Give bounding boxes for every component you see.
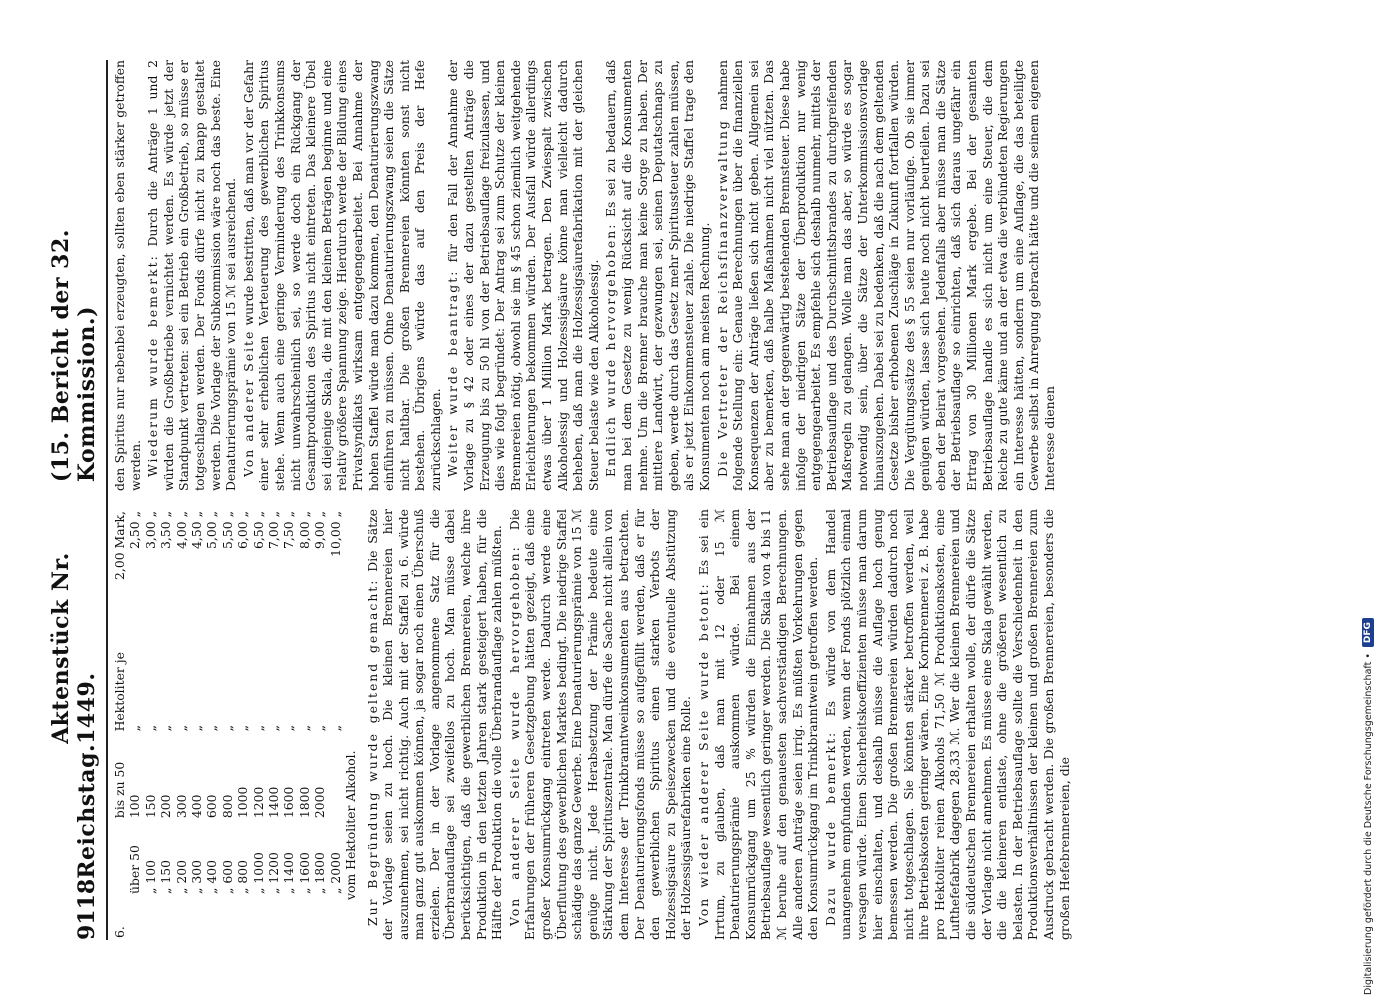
rate-from: über 50 (127, 845, 143, 894)
rate-amount: 7,00 „ (266, 511, 282, 549)
rate-unit: „ (173, 725, 189, 732)
paragraph (696, 509, 821, 940)
rate-footer: vom Hektoliter Alkohol. (343, 750, 359, 900)
paragraph-text: Die Sätze der Vorlage seien zu hoch. Die kleinen Brennereien hier auszunehmen, sei nicht richtig. Auch mit der Staffel zu 6. würde man ganz gut auskommen können, ja sogar noch einen Überschuß erzielen. Der in der Vorlage angenommene Satz für die Überbrandauflage sei zweifellos zu hoch. Man müsse dabei berücksichtigen, daß die gewerblichen Brennereien, welche ihre Produktion in den letzten Jahren stark gesteigert haben, für die Hälfte der Produktion die volle Überbrandauflage zahlen müßten. (364, 509, 505, 940)
rate-table (112, 509, 359, 940)
rate-row (328, 509, 343, 940)
paragraph-lead: Von anderer Seite wurde hervorgehoben: (506, 545, 522, 926)
rate-footer-row (343, 509, 358, 940)
rate-amount: 8,00 „ (296, 511, 312, 549)
paragraph (241, 60, 444, 491)
rate-unit: „ (235, 725, 251, 732)
left-column (112, 509, 1343, 940)
rate-amount: 6,50 „ (250, 511, 266, 549)
rate-amount: 4,50 „ (189, 511, 205, 549)
rate-spacer (281, 896, 296, 940)
rate-row (266, 509, 281, 940)
rate-unit: „ (158, 725, 174, 732)
page-header (48, 60, 108, 940)
rate-from: „ 400 (204, 859, 220, 894)
rate-to: 1200 (250, 786, 266, 819)
rate-from: „ 1200 (266, 852, 282, 894)
rate-spacer (127, 896, 142, 940)
rate-spacer (251, 896, 266, 940)
rate-to: 2000 (312, 786, 328, 819)
rate-amount: 4,00 „ (173, 511, 189, 549)
paragraph (365, 509, 505, 940)
rate-unit: „ (281, 725, 297, 732)
rate-to: 200 (158, 794, 174, 819)
rate-row (297, 509, 312, 940)
rate-spacer (220, 896, 235, 940)
rate-unit: „ (142, 725, 158, 732)
rate-to: 300 (173, 794, 189, 819)
rate-unit: Hektoliter je (112, 652, 127, 732)
rate-amount: 2,00 Mark, (112, 511, 127, 580)
rate-to: 1600 (281, 786, 297, 819)
paragraph-text: Die Erfahrungen der früheren Gesetzgebung hätten gezeigt, daß eine großer Konsumrückgang eintreten werde. Dadurch werde eine Überflutung des gewerblichen Marktes bedingt. Die niedrige Staffel schädige das ganze Gewerbe. Eine Denaturierungsprämie von 15 ℳ genüge nicht. Jede Herabsetzung der Prämie bedeute eine Stärkung der Spirituszentrale. Man dürfe die Sache nicht allein von dem Interesse der Trinkbranntweinkonsumenten aus betrachten. Der Denaturierungsfonds müsse so aufgefüllt werden, daß er für den gewerblichen Spiritus einen starken Verbots der Holzessigsäure zu Speisezwecken und die eventuelle Abstützung der Holzessigsäurefabriken eine Rolle. (506, 509, 694, 940)
rate-unit: „ (327, 725, 343, 732)
rate-to: 100 (127, 794, 143, 819)
rate-spacer (158, 896, 173, 940)
paragraph-text: Es sei zu bedauern, daß man bei dem Gesetze zu wenig Rücksicht auf die Konsumenten nehme. Um die Brenner brauche man keine Sorge zu haben. Der mittlere Landwirt, der gezwungen sei, seinen Deputatschnaps zu geben, werde durch das Gesetz mehr Spiritussteuer zahlen müssen, als er jetzt Einkommensteuer zahle. Die niedrige Staffel trage den Konsumenten noch am meisten Rechnung. (603, 60, 712, 491)
rate-row (235, 509, 250, 940)
rate-row (143, 509, 158, 940)
right-title: (15. Bericht der 32. Kommission.) (48, 229, 100, 483)
paragraph-lead: Von anderer Seite (240, 329, 256, 477)
paragraph (112, 60, 143, 491)
rate-amount: 7,50 „ (281, 511, 297, 549)
paragraph-lead: Die Vertreter der Reichsfinanzverwaltung (714, 119, 730, 477)
dfg-logo: DFG (1362, 618, 1374, 647)
rate-to: 1800 (296, 786, 312, 819)
rate-to: 600 (204, 794, 220, 819)
rate-spacer (174, 896, 189, 940)
rate-unit: „ (296, 725, 312, 732)
rate-unit: „ (312, 725, 328, 732)
rate-from: „ 100 (142, 859, 158, 894)
rate-from (112, 820, 127, 896)
rate-from: „ 2000 (327, 852, 343, 894)
rate-spacer (297, 896, 312, 940)
rate-from: „ 1800 (312, 852, 328, 894)
page-number: 9118 (74, 878, 100, 940)
right-column (112, 60, 1343, 491)
rate-unit: „ (189, 725, 205, 732)
rate-row (189, 509, 204, 940)
paragraph-lead: Weiter wurde beantragt: (445, 269, 461, 477)
paragraph-text: Durch die Anträge 1 und 2 würden die Großbetriebe vernichtet werden. Es würde jetzt der Standpunkt vertreten: sei ein Betrieb ein Großbetrieb, so müsse er totgeschlagen werden. Der Fonds dürfe nicht zu knapp gestaltet werden. Die Vorlage der Subkommission wäre noch das beste. Eine Denaturierungsprämie von 15 ℳ sei ausreichend. (145, 60, 239, 491)
rate-from: „ 1600 (296, 852, 312, 894)
rate-row (204, 509, 219, 940)
paragraph-text: nahmen folgende Stellung ein: Genaue Berechnungen über die finanziellen Konsequenzen der Anträge ließen sich nicht geben. Allgemein sei aber zu bemerken, daß halbe Maßnahmen nicht viel nützten. Das sehe man an der gegenwärtig bestehenden Brennsteuer. Diese habe infolge der niedrigen Sätze der Überproduktion nur wenig entgegengearbeitet. Es empfehle sich deshalb nunmehr, mittels der Betriebsauflage und des Durchschnittsbrandes zu durchgreifenden Maßregeln zu gelangen. Wolle man das aber, so würde es sogar notwendig sein, über die Sätze der Unterkommissionsvorlage hinauszugehen. Dabei sei zu bedenken, daß die nach dem geltenden Gesetze bisher erhobenen Zuschläge in Zukunft fortfallen würden. Die Vergütungssätze des § 55 seien nur vorläufige. Ob sie immer genügen würden, lasse sich heute noch nicht beurteilen. Dazu sei eben der Beirat vorgesehen. Jedenfalls aber müsse man die Sätze der Betriebsauflage so einrichten, daß sich daraus ungefähr ein Ertrag von 30 Millionen Mark ergebe. Bei der gesamten Betriebsauflage handle es sich nicht um eine Steuer, die dem Reiche zu gute käme und an der etwa die verbündeten Regierungen ein Interesse hätten, sondern um eine Auflage, die das beteiligte Gewerbe selbst in Anregung gebracht hätte und die seinem eigenen Interesse dienen (714, 60, 1058, 491)
center-title: Aktenstück Nr. 1449. (48, 552, 100, 744)
rate-amount: 5,50 „ (219, 511, 235, 549)
rate-row (112, 509, 127, 940)
rate-to: 1400 (266, 786, 282, 819)
paragraph-lead: Dazu wurde bemerkt: (822, 730, 838, 926)
rate-unit: „ (127, 725, 143, 732)
rate-spacer (266, 896, 281, 940)
credit-text: Digitalisierung gefördert durch die Deutsche Forschungsgemeinschaft • (1362, 653, 1374, 995)
rate-row (220, 509, 235, 940)
rate-row (174, 509, 189, 940)
digitization-credit (1362, 618, 1374, 995)
paragraph-text: den Spiritus nur nebenbei erzeugten, sollten eben stärker getroffen werden. (112, 60, 143, 491)
rate-to (328, 733, 343, 820)
rate-amount: 3,00 „ (142, 511, 158, 549)
rate-from: „ 300 (189, 859, 205, 894)
rate-spacer (328, 896, 343, 940)
paragraph-text: Es sei ein Irrtum, zu glauben, daß man mit 12 oder 15 ℳ Denaturierungsprämie auskommen würde. Bei einem Konsumrückgang um 25 % würden die Einnahmen aus der Betriebsauflage wesentlich geringer werden. Die Skala von 4 bis 11 ℳ beruhe auf den genauesten sachverständigen Berechnungen. Alle anderen Anträge seien irrig. Es müßten Vorkehrungen gegen den Konsumrückgang im Trinkbranntwein getroffen werden. (695, 509, 821, 940)
rate-to: 800 (219, 794, 235, 819)
paragraph-text: wurde bestritten, daß man vor der Gefahr einer sehr erheblichen Verteuerung des gewerblichen Spiritus stehe. Wenn auch eine geringe Verminderung des Trinkkonsums nicht unwahrscheinlich sei, so werde doch ein Rückgang der Gesamtproduktion des Spiritus nicht eintreten. Das kleinere Übel sei diejenige Skala, die mit den kleinen Beträgen beginne und eine relativ größere Spannung zeige. Hierdurch werde der Bildung eines Privatsyndikats wirksam entgegengearbeitet. Bei Annahme der hohen Staffel würde man dazu kommen, den Denaturierungszwang einführen zu müssen. Ohne Denaturierungszwang seien die Sätze nicht haltbar. Die großen Brennereien könnten sonst nicht bestehen. Übrigens würde das auf den Preis der Hefe zurückschlagen. (240, 60, 443, 491)
paragraph-lead: Von wieder anderer Seite wurde betont: (695, 582, 711, 926)
rate-spacer (143, 896, 158, 940)
rate-unit: „ (219, 725, 235, 732)
rate-amount: 10,00 „ (327, 511, 343, 557)
rate-amount: 9,00 „ (312, 511, 328, 549)
rate-spacer (312, 896, 327, 940)
rate-row (158, 509, 173, 940)
rate-amount: 6,00 „ (235, 511, 251, 549)
left-title: Reichstag. (74, 743, 100, 879)
rate-row (281, 509, 296, 940)
paragraph-lead: Endlich wurde hervorgehoben: (603, 222, 619, 477)
rate-to: 1000 (235, 786, 251, 819)
paragraph (507, 509, 694, 940)
rate-row (312, 509, 327, 940)
rate-amount: 2,50 „ (127, 511, 143, 549)
rate-to: 400 (189, 794, 205, 819)
rate-unit: „ (266, 725, 282, 732)
paragraph (603, 60, 712, 491)
rate-row (127, 509, 142, 940)
paragraph (715, 60, 1058, 491)
paragraph-lead: Wiederum wurde bemerkt: (145, 254, 161, 477)
rate-to: 150 (142, 794, 158, 819)
rate-unit: „ (250, 725, 266, 732)
rate-from: „ 1400 (281, 852, 297, 894)
rate-from: „ 1000 (250, 852, 266, 894)
rate-row (251, 509, 266, 940)
text-columns (112, 60, 1343, 940)
paragraph (445, 60, 601, 491)
rate-unit: „ (204, 725, 220, 732)
rate-to: bis zu 50 (112, 761, 127, 819)
rate-spacer (189, 896, 204, 940)
paragraph-text: für den Fall der Annahme der Vorlage zu § 42 oder eines der dazu gestellten Anträge die Erzeugung bis zu 50 hl von der Betriebsauflage freizulassen, und dies wie folgt begründet: Der Antrag sei zum Schutze der kleinen Brennereien nötig, obwohl sie im § 45 schon ziemlich weitgehende Erleichterungen bekommen würden. Der Ausfall würde allerdings etwas über 1 Million Mark betragen. Den Zwiespalt zwischen Alkoholessig und Holzessigsäure könne man vielleicht dadurch beheben, daß man die Holzessigsäurefabrikation mit der gleichen Steuer belaste wie den Alkoholessig. (445, 60, 601, 491)
rate-from: „ 600 (219, 859, 235, 894)
paragraph (823, 509, 1073, 940)
paragraph-text: Es würde von dem Handel unangenehm empfunden werden, wenn der Fonds plötzlich einmal versagen würde. Einen Sicherheitskoeffizienten müsse man darum hier einschalten, und deshalb müsse die Auflage hoch genug bemessen werden. Die großen Brennereien würden dadurch noch nicht totgeschlagen. Sie könnten stärker betroffen werden, weil ihre Betriebskosten geringer wären. Eine Kornbrennerei z. B. habe pro Hektoliter reinen Alkohols 71,50 ℳ Produktionskosten, eine Lufthefefabrik dagegen 28,33 ℳ. Wer die kleinen Brennereien und die süddeutschen Brennereien erhalten wolle, der dürfe die Sätze der Vorlage nicht annehmen. Es müsse eine Skala gewählt werden, die die kleineren entlaste, ohne die größeren wesentlich zu belasten. In der Betriebsauflage sollte die Verschiedenheit in den Produktionsverhältnissen der kleinen und großen Brennereien zum Ausdruck gebracht werden. Die großen Brennereien, besonders die großen Hefebrennereien, die (822, 509, 1072, 940)
rate-amount: 5,00 „ (204, 511, 220, 549)
rate-from: „ 150 (158, 859, 174, 894)
rate-spacer (204, 896, 219, 940)
rate-from: „ 800 (235, 859, 251, 894)
section-number: 6. (112, 926, 127, 938)
rate-spacer (235, 896, 250, 940)
paragraph-lead: Zur Begründung wurde geltend gemacht: (364, 578, 380, 926)
paragraph (145, 60, 239, 491)
rate-from: „ 200 (173, 859, 189, 894)
rate-amount: 3,50 „ (158, 511, 174, 549)
